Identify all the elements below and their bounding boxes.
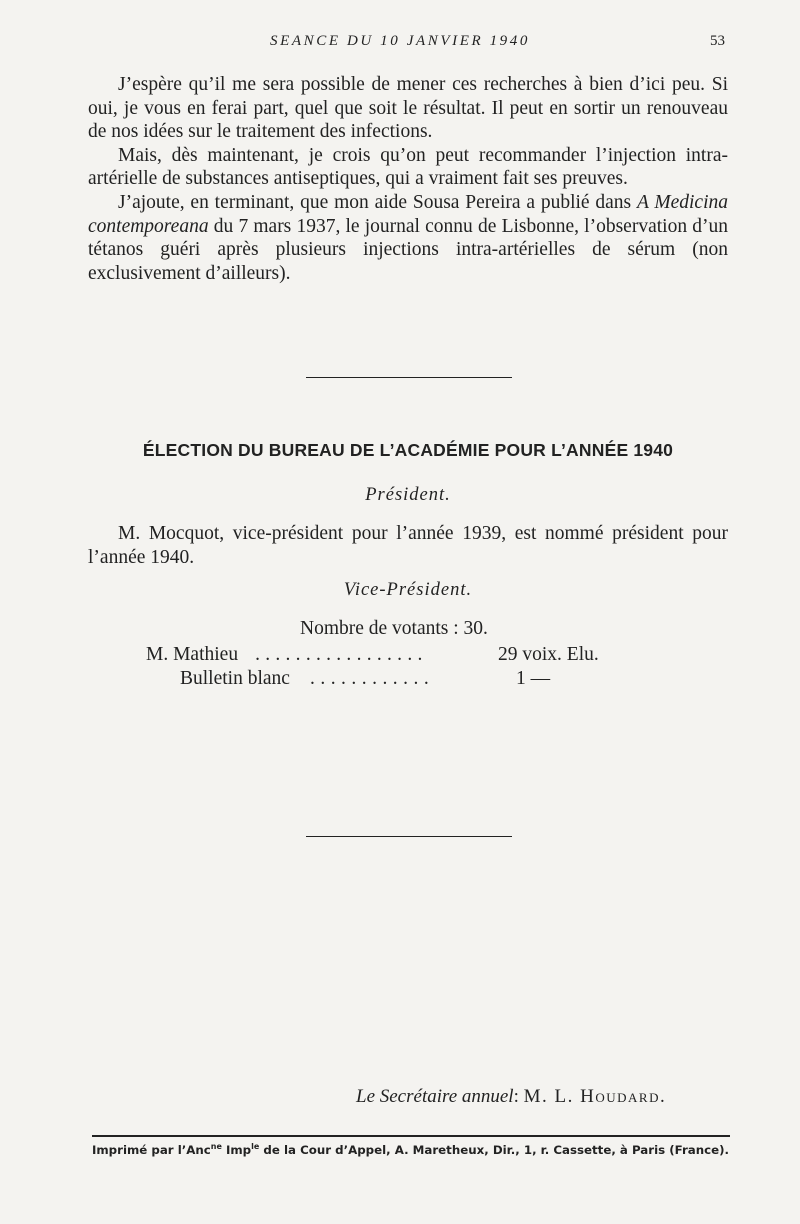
result-row-leader: . . . . . . . . . . . . xyxy=(310,668,430,689)
imprint-sup-2: le xyxy=(251,1142,260,1151)
paragraph-3-lead: J’ajoute, en terminant, que mon aide Sousa Pereira a publié dans xyxy=(118,191,637,213)
section-divider-top xyxy=(306,377,512,378)
body-text xyxy=(88,73,728,285)
journal-title: A Medicina contemporeana xyxy=(88,191,728,237)
signature-role: Le Secrétaire annuel xyxy=(356,1086,514,1107)
running-head xyxy=(0,33,800,53)
election-heading: ÉLECTION DU BUREAU DE L’ACADÉMIE POUR L’ANNÉE 1940 xyxy=(142,440,674,460)
signature-initials: M. L. xyxy=(523,1086,581,1107)
result-row-leader: . . . . . . . . . . . . . . . . . xyxy=(250,644,423,665)
imprint-part-1: Imprimé par l’Anc xyxy=(92,1142,211,1157)
president-label: Président. xyxy=(365,485,451,505)
imprint-rule xyxy=(92,1135,730,1137)
president-paragraph xyxy=(88,522,728,569)
page-number: 53 xyxy=(710,33,725,49)
imprint-sup-1: ne xyxy=(210,1142,222,1151)
printer-imprint xyxy=(92,1142,732,1157)
result-row-name: Bulletin blanc xyxy=(180,668,290,689)
running-title: SEANCE DU 10 JANVIER 1940 xyxy=(270,33,530,49)
paragraph-1: J’espère qu’il me sera possible de mener ces recherches à bien d’ici peu. Si oui, je vous en ferai part, quel que soit le résultat. Il peut en sortir un renouveau de nos idées sur le traitement des infections. xyxy=(88,74,728,143)
imprint-part-2: Imp xyxy=(221,1142,252,1157)
signature-colon: : xyxy=(513,1086,524,1107)
vice-president-label: Vice-Président. xyxy=(343,580,473,600)
paragraph-3-rest: du 7 mars 1937, le journal connu de Lisbonne, l’observation d’un tétanos guéri après plusieurs injections intra-artérielles de sérum (non exclusivement d’ailleurs). xyxy=(88,215,728,284)
paragraph-3 xyxy=(88,191,728,285)
result-row-value: 29 voix. Elu. xyxy=(498,644,599,665)
voters-line: Nombre de votants : 30. xyxy=(300,618,488,639)
imprint-part-3: de la Cour d’Appel, A. Maretheux, Dir., 1, r. Cassette, à Paris (France). xyxy=(259,1142,729,1157)
signature-name-initial: H xyxy=(580,1086,596,1107)
signature xyxy=(356,1086,666,1108)
president-text: M. Mocquot, vice-président pour l’année 1939, est nommé président pour l’année 1940. xyxy=(88,523,728,568)
signature-name-rest: oudard. xyxy=(595,1086,667,1107)
result-row-value: 1 — xyxy=(516,668,551,689)
paragraph-2: Mais, dès maintenant, je crois qu’on peut recommander l’injection intra-artérielle de substances antiseptiques, qui a vraiment fait ses preuves. xyxy=(88,144,728,190)
result-row-name: M. Mathieu xyxy=(146,644,239,665)
section-divider-bottom xyxy=(306,836,512,837)
